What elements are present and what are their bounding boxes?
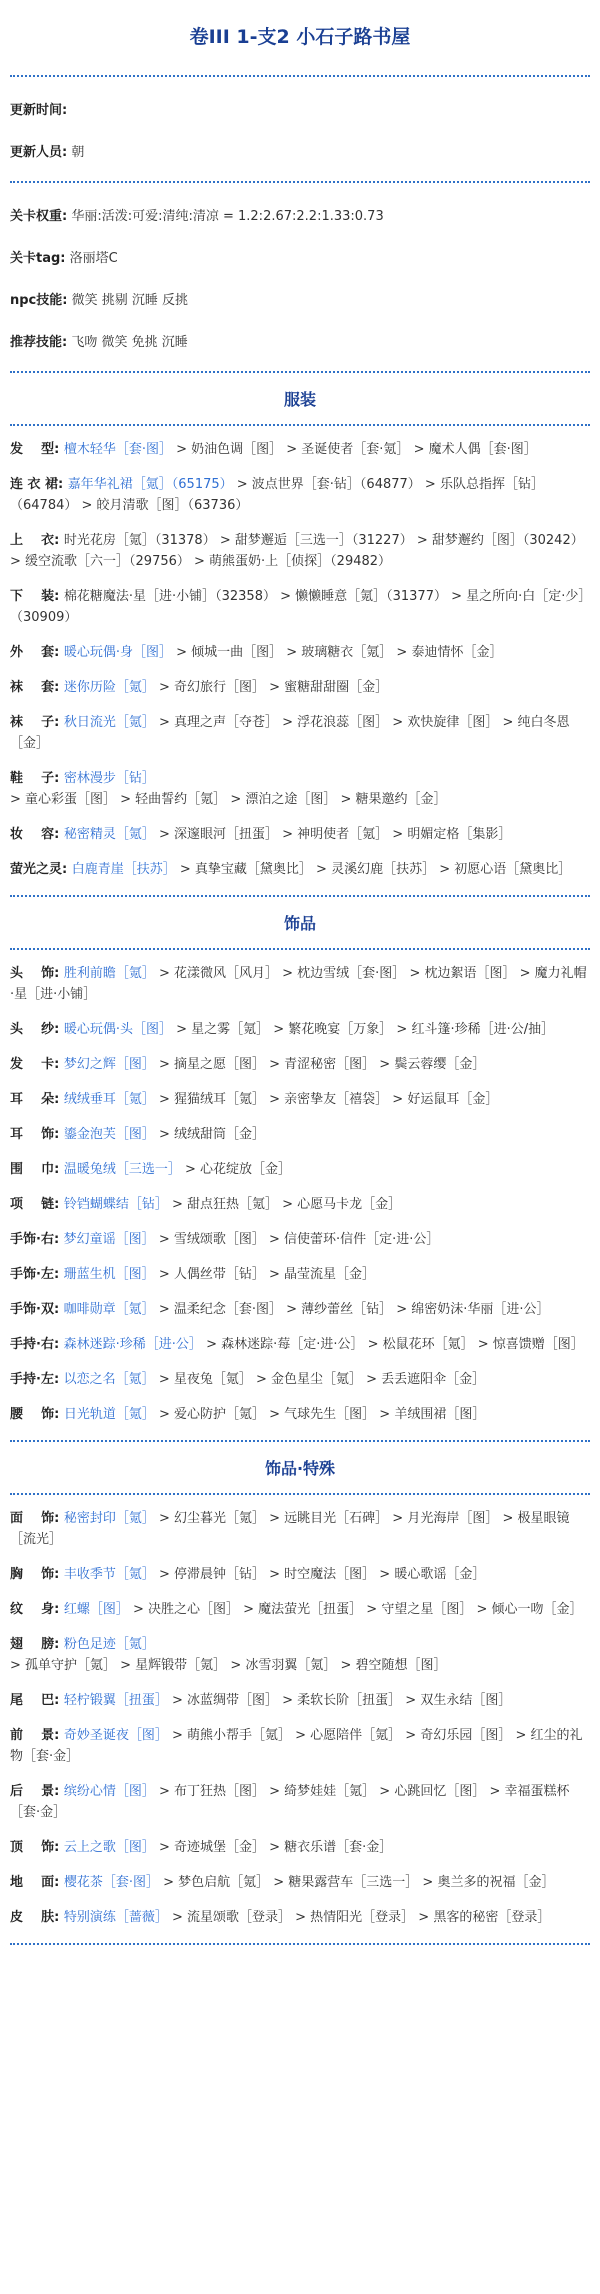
- recommended-item-link[interactable]: 日光轨道［氪］: [63, 1407, 155, 1422]
- item-label: 外 套:: [10, 645, 64, 660]
- recommended-item-link[interactable]: 缤纷心情［图］: [63, 1784, 155, 1799]
- alternative-items: > 摘星之愿［图］ > 青涩秘密［图］ > 鬓云蓉缨［金］: [154, 1057, 486, 1072]
- recommended-item-link[interactable]: 嘉年华礼裙［氪］（65175）: [67, 477, 233, 492]
- recommended-item-link[interactable]: 以恋之名［氪］: [63, 1372, 155, 1387]
- divider: [10, 1943, 590, 1945]
- alternative-items: > 真理之声［夺苍］ > 浮花浪蕊［图］ > 欢快旋律［图］ > 纯白冬恩［金］: [10, 715, 570, 751]
- item-row: [10, 1222, 590, 1257]
- item-label: 地 面:: [10, 1875, 64, 1890]
- item-label: 手持·右:: [10, 1337, 64, 1352]
- item-label: 发 型:: [10, 442, 64, 457]
- recommended-item-link[interactable]: 秘密精灵［氪］: [63, 827, 155, 842]
- item-row: [10, 1187, 590, 1222]
- alternative-items: > 猩猫绒耳［氪］ > 亲密挚友［禧袋］ > 好运鼠耳［金］: [154, 1092, 499, 1107]
- item-row: [10, 761, 590, 817]
- item-row: [10, 852, 590, 887]
- item-row: [10, 1592, 590, 1627]
- info-row: [10, 199, 590, 235]
- section-rows: [10, 426, 590, 895]
- item-label: 头 饰:: [10, 966, 64, 981]
- item-label: 翅 膀:: [10, 1637, 64, 1652]
- item-row: [10, 1152, 590, 1187]
- item-row: [10, 1718, 590, 1774]
- alternative-items: > 流星颂歌［登录］ > 热情阳光［登录］ > 黑客的秘密［登录］: [167, 1910, 551, 1925]
- item-label: 尾 巴:: [10, 1693, 64, 1708]
- section-title: 服装: [283, 390, 316, 409]
- recommended-item-link[interactable]: 绒绒垂耳［氪］: [63, 1092, 155, 1107]
- recommended-item-link[interactable]: 咖啡勋章［氪］: [63, 1302, 155, 1317]
- item-label: 顶 饰:: [10, 1840, 64, 1855]
- recommended-item-link[interactable]: 梦幻之辉［图］: [63, 1057, 155, 1072]
- sections: [10, 373, 590, 1945]
- item-label: 腰 饰:: [10, 1407, 64, 1422]
- item-row: [10, 1774, 590, 1830]
- item-row: [10, 1397, 590, 1432]
- alternative-items: > 停滞晨钟［钻］ > 时空魔法［图］ > 暖心歌谣［金］: [154, 1567, 486, 1582]
- info-row: [10, 283, 590, 319]
- recommended-item-link[interactable]: 温暖兔绒［三选一］: [63, 1162, 181, 1177]
- item-label: 面 饰:: [10, 1511, 64, 1526]
- recommended-item-link[interactable]: 白鹿青崖［扶苏］: [71, 862, 176, 877]
- item-label: 妆 容:: [10, 827, 64, 842]
- item-label: 发 卡:: [10, 1057, 64, 1072]
- item-row: [10, 1362, 590, 1397]
- alternative-items: > 雪绒颂歌［图］ > 信使蕾环·信件［定·进·公］: [154, 1232, 440, 1247]
- meta-value: 朝: [67, 145, 85, 160]
- item-label: 手饰·右:: [10, 1232, 64, 1247]
- info-key: 关卡权重:: [10, 209, 68, 224]
- alternative-items: > 决胜之心［图］ > 魔法萤光［扭蛋］ > 守望之星［图］ > 倾心一吻［金］: [128, 1602, 583, 1617]
- recommended-item-link[interactable]: 云上之歌［图］: [63, 1840, 155, 1855]
- alternative-items: > 绒绒甜筒［金］: [154, 1127, 266, 1142]
- item-row: [10, 1047, 590, 1082]
- meta-row: [10, 93, 590, 129]
- alternative-items: > 心花绽放［金］: [180, 1162, 292, 1177]
- info-key: 关卡tag:: [10, 251, 66, 266]
- item-row: [10, 817, 590, 852]
- section-rows: [10, 950, 590, 1440]
- item-row: [10, 1327, 590, 1362]
- alternative-items: > 甜点狂热［氪］ > 心愿马卡龙［金］: [167, 1197, 402, 1212]
- info-key: npc技能:: [10, 293, 68, 308]
- item-row: [10, 1865, 590, 1900]
- alternative-items: > 幻尘暮光［氪］ > 远眺目光［石碑］ > 月光海岸［图］ > 极星眼镜［流光］: [10, 1511, 570, 1547]
- item-row: [10, 1292, 590, 1327]
- section-title: 饰品: [283, 914, 316, 933]
- item-row: [10, 956, 590, 1012]
- alternative-items: > 奇幻旅行［图］ > 蜜糖甜甜圈［金］: [154, 680, 389, 695]
- item-row: [10, 1012, 590, 1047]
- recommended-item-link[interactable]: 胜利前瞻［氪］: [63, 966, 155, 981]
- item-row: [10, 705, 590, 761]
- meta-row: [10, 135, 590, 171]
- item-label: 袜 子:: [10, 715, 64, 730]
- info-key: 推荐技能:: [10, 335, 68, 350]
- item-label: 项 链:: [10, 1197, 64, 1212]
- alternative-items: > 奶油色调［图］ > 圣诞使者［套·氪］ > 魔术人偶［套·图］: [171, 442, 537, 457]
- info-row: [10, 241, 590, 277]
- recommended-item-link[interactable]: 奇妙圣诞夜［图］: [63, 1728, 168, 1743]
- info-block: [10, 183, 590, 371]
- item-label: 后 景:: [10, 1784, 64, 1799]
- item-label: 头 纱:: [10, 1022, 64, 1037]
- recommended-item-link[interactable]: 丰收季节［氪］: [63, 1567, 155, 1582]
- alternative-items: 时光花房［氪］（31378） > 甜梦邂逅［三选一］（31227） > 甜梦邂约［图］（30242） > 缓空流歌［六一］（29756） > 萌熊蛋奶·上［侦探］（29482）: [10, 533, 584, 569]
- item-label: 上 衣:: [10, 533, 64, 548]
- item-row: [10, 1257, 590, 1292]
- alternative-items: > 森林迷踪·莓［定·进·公］ > 松鼠花环［氪］ > 惊喜馈赠［图］: [201, 1337, 584, 1352]
- section-title: 饰品·特殊: [264, 1459, 336, 1478]
- alternative-items: > 梦色启航［氪］ > 糖果露营车［三选一］ > 奥兰多的祝福［金］: [158, 1875, 555, 1890]
- recommended-item-link[interactable]: 檀木轻华［套·图］: [63, 442, 172, 457]
- item-label: 袜 套:: [10, 680, 64, 695]
- item-label: 手饰·左:: [10, 1267, 64, 1282]
- item-row: [10, 1501, 590, 1557]
- item-label: 鞋 子:: [10, 771, 64, 786]
- alternative-items: > 人偶丝带［钻］ > 晶莹流星［金］: [154, 1267, 376, 1282]
- item-label: 手饰·双:: [10, 1302, 64, 1317]
- alternative-items: > 童心彩蛋［图］ > 轻曲誓约［氪］ > 漂泊之途［图］ > 糖果邀约［金］: [10, 792, 447, 807]
- item-row: [10, 1900, 590, 1935]
- item-label: 耳 朵:: [10, 1092, 64, 1107]
- recommended-item-link[interactable]: 秋日流光［氪］: [63, 715, 155, 730]
- item-label: 前 景:: [10, 1728, 64, 1743]
- item-label: 纹 身:: [10, 1602, 64, 1617]
- recommended-item-link[interactable]: 森林迷踪·珍稀［进·公］: [63, 1337, 202, 1352]
- item-label: 胸 饰:: [10, 1567, 64, 1582]
- recommended-item-link[interactable]: 轻柠锻翼［扭蛋］: [63, 1693, 168, 1708]
- meta-block: [10, 77, 590, 181]
- item-row: [10, 1830, 590, 1865]
- section-rows: [10, 1495, 590, 1943]
- recommended-item-link[interactable]: 珊蓝生机［图］: [63, 1267, 155, 1282]
- item-label: 耳 饰:: [10, 1127, 64, 1142]
- item-row: [10, 1683, 590, 1718]
- info-value: 华丽:活泼:可爱:清纯:清凉 = 1.2:2.67:2.2:1.33:0.73: [67, 209, 384, 224]
- info-value: 洛丽塔C: [65, 251, 118, 266]
- item-row: [10, 1117, 590, 1152]
- alternative-items: > 深邃眼河［扭蛋］ > 神明使者［氪］ > 明媚定格［集影］: [154, 827, 512, 842]
- recommended-item-link[interactable]: 特别演练［蔷薇］: [63, 1910, 168, 1925]
- item-row: [10, 1082, 590, 1117]
- recommended-item-link[interactable]: 密林漫步［钻］: [63, 771, 155, 786]
- item-label: 萤光之灵:: [10, 862, 72, 877]
- item-row: [10, 467, 590, 523]
- alternative-items: > 星之雾［氪］ > 繁花晚宴［万象］ > 红斗篷·珍稀［进·公/抽］: [171, 1022, 555, 1037]
- meta-key: 更新时间:: [10, 103, 68, 118]
- recommended-item-link[interactable]: 樱花茶［套·图］: [63, 1875, 159, 1890]
- recommended-item-link[interactable]: 梦幻童谣［图］: [63, 1232, 155, 1247]
- alternative-items: > 星夜兔［氪］ > 金色星尘［氪］ > 丢丢遮阳伞［金］: [154, 1372, 486, 1387]
- item-label: 连 衣 裙:: [10, 477, 68, 492]
- recommended-item-link[interactable]: 暖心玩偶·身［图］: [63, 645, 172, 660]
- info-value: 微笑 挑剔 沉睡 反挑: [67, 293, 188, 308]
- alternative-items: > 冰蓝绸带［图］ > 柔软长阶［扭蛋］ > 双生永结［图］: [167, 1693, 512, 1708]
- meta-key: 更新人员:: [10, 145, 68, 160]
- alternative-items: > 萌熊小帮手［氪］ > 心愿陪伴［氪］ > 奇幻乐园［图］ > 红尘的礼物［套·金］: [10, 1728, 583, 1764]
- item-label: 皮 肤:: [10, 1910, 64, 1925]
- alternative-items: > 奇迹城堡［金］ > 糖衣乐谱［套·金］: [154, 1840, 393, 1855]
- recommended-item-link[interactable]: 鎏金泡芙［图］: [63, 1127, 155, 1142]
- item-label: 围 巾:: [10, 1162, 64, 1177]
- alternative-items: > 倾城一曲［图］ > 玻璃糖衣［氪］ > 泰迪情怀［金］: [171, 645, 503, 660]
- recommended-item-link[interactable]: 铃铛蝴蝶结［钻］: [63, 1197, 168, 1212]
- alternative-items: > 布丁狂热［图］ > 绮梦娃娃［氪］ > 心跳回忆［图］ > 幸福蛋糕杯［套·金］: [10, 1784, 570, 1820]
- alternative-items: > 波点世界［套·钻］（64877） > 乐队总指挥［钻］（64784） > 皎月清歌［图］（63736）: [10, 477, 544, 513]
- info-row: [10, 325, 590, 361]
- recommended-item-link[interactable]: 粉色足迹［氪］: [63, 1637, 155, 1652]
- item-label: 手持·左:: [10, 1372, 64, 1387]
- item-row: [10, 1557, 590, 1592]
- alternative-items: > 真挚宝藏［黛奥比］ > 灵溪幻鹿［扶苏］ > 初愿心语［黛奥比］: [175, 862, 572, 877]
- alternative-items: > 花漾微风［风月］ > 枕边雪绒［套·图］ > 枕边絮语［图］ > 魔力礼帽·星［进·小铺］: [10, 966, 587, 1002]
- item-row: [10, 635, 590, 670]
- alternative-items: 棉花糖魔法·星［进·小铺］（32358） > 懒懒睡意［氪］（31377） > 星之所向·白［定·少］（30909）: [10, 589, 585, 625]
- item-label: 下 装:: [10, 589, 64, 604]
- recommended-item-link[interactable]: 红螺［图］: [63, 1602, 129, 1617]
- alternative-items: > 温柔纪念［套·图］ > 薄纱蕾丝［钻］ > 绵密奶沫·华丽［进·公］: [154, 1302, 550, 1317]
- item-row: [10, 1627, 590, 1683]
- recommended-item-link[interactable]: 迷你历险［氪］: [63, 680, 155, 695]
- item-row: [10, 579, 590, 635]
- info-value: 飞吻 微笑 免挑 沉睡: [67, 335, 188, 350]
- recommended-item-link[interactable]: 暖心玩偶·头［图］: [63, 1022, 172, 1037]
- alternative-items: > 孤单守护［氪］ > 星辉锻带［氪］ > 冰雪羽翼［氪］ > 碧空随想［图］: [10, 1658, 447, 1673]
- page-title: 卷III 1-支2 小石子路书屋: [189, 26, 411, 48]
- item-row: [10, 432, 590, 467]
- item-row: [10, 670, 590, 705]
- item-row: [10, 523, 590, 579]
- recommended-item-link[interactable]: 秘密封印［氪］: [63, 1511, 155, 1526]
- alternative-items: > 爱心防护［氪］ > 气球先生［图］ > 羊绒围裙［图］: [154, 1407, 486, 1422]
